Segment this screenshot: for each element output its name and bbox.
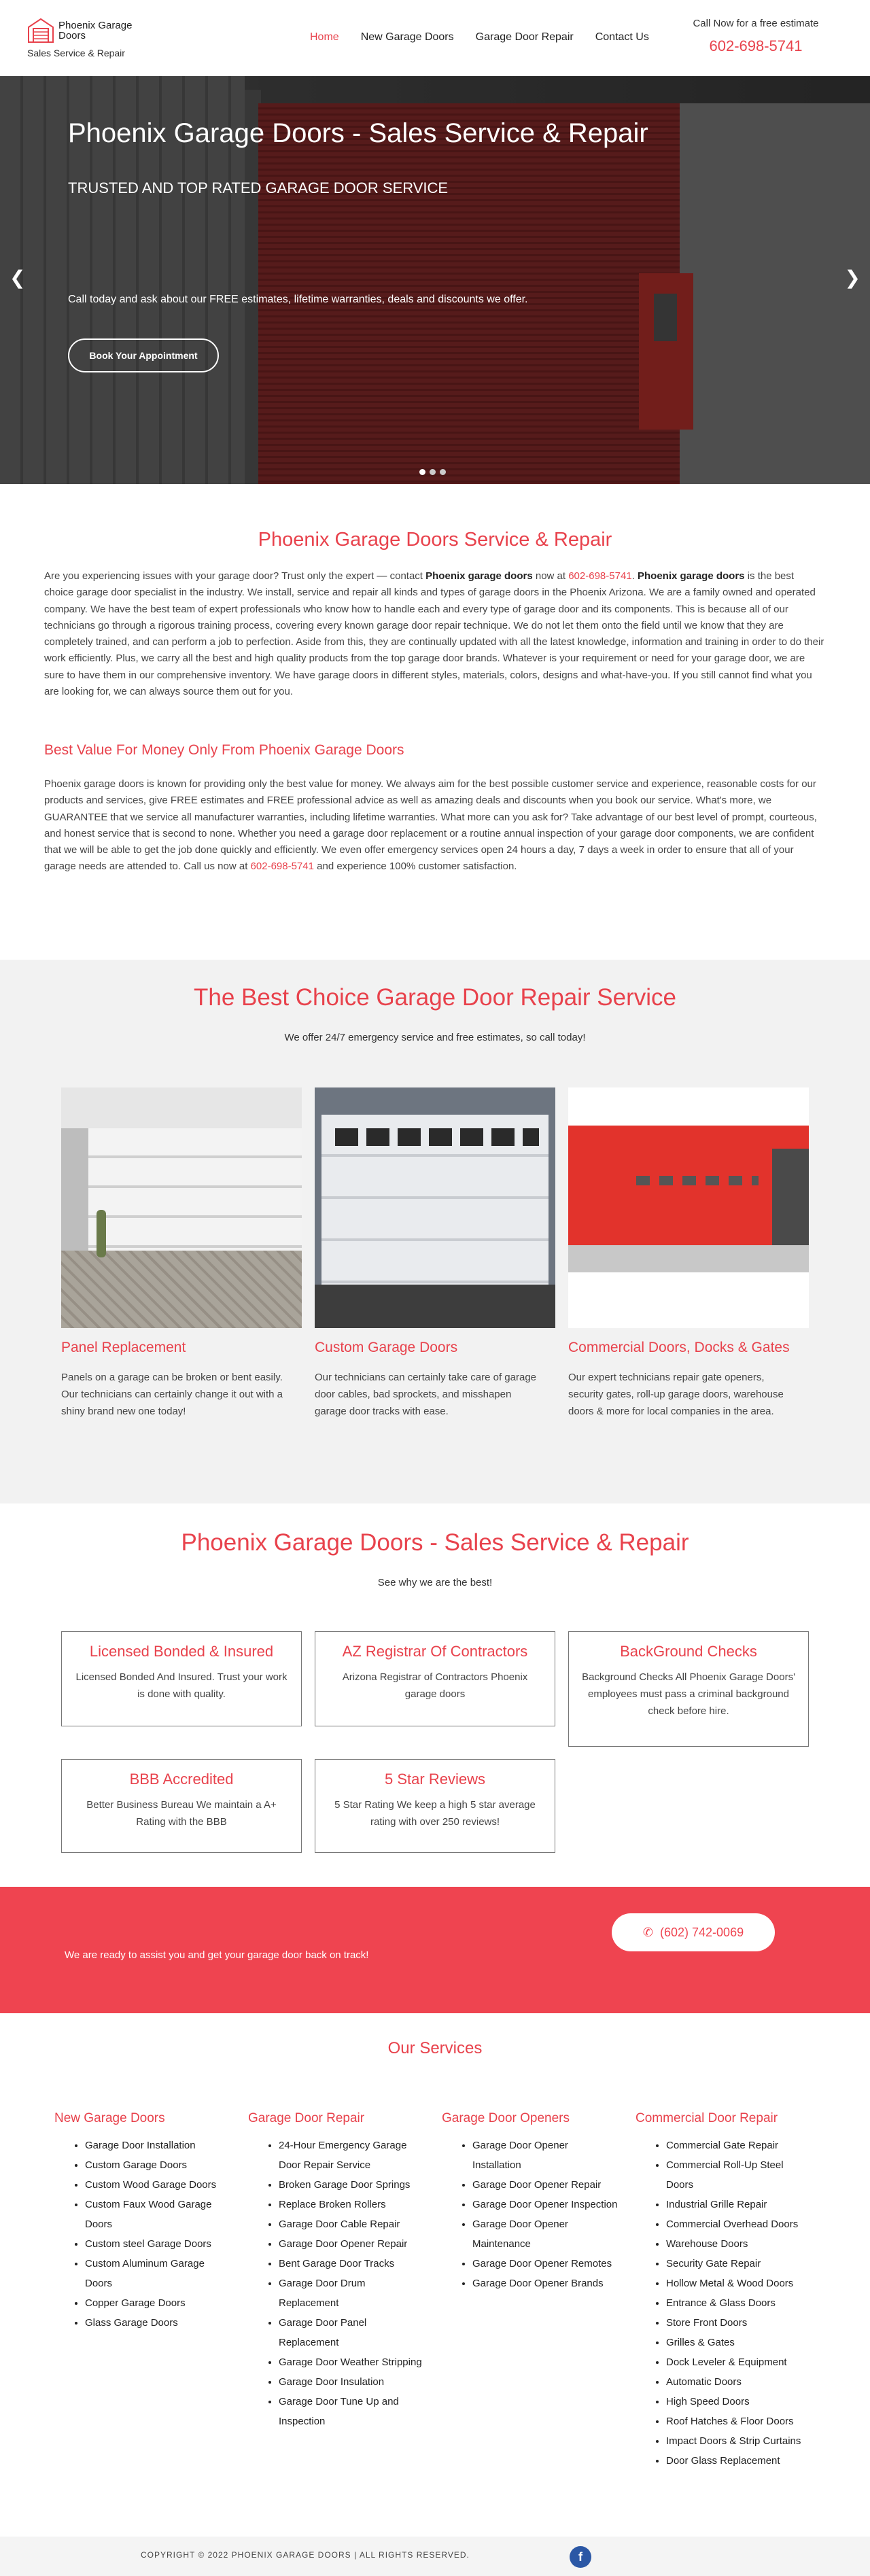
box-text: Better Business Bureau We maintain a A+ Rating with the BBB: [86, 1799, 277, 1828]
box-title: BackGround Checks: [620, 1643, 757, 1660]
header-call-block: [681, 18, 831, 55]
card-title: Panel Replacement: [61, 1340, 186, 1355]
service-item[interactable]: • Hollow Metal & Wood Doors: [666, 2274, 812, 2293]
slider-next-icon[interactable]: ❯: [844, 267, 860, 288]
nav-new-garage-doors[interactable]: New Garage Doors: [360, 31, 454, 43]
sales-subtitle: See why we are the best!: [377, 1577, 493, 1588]
services-column-heading: Garage Door Repair: [248, 2111, 365, 2125]
hero-description: Call today and ask about our FREE estimates, lifetime warranties, deals and discounts we offer.: [68, 294, 528, 305]
feature-box: [61, 1631, 302, 1726]
card-title: Custom Garage Doors: [315, 1340, 458, 1355]
service-item[interactable]: • Glass Garage Doors: [85, 2313, 231, 2333]
commercial-door-image: [568, 1087, 809, 1328]
card-text: Panels on a garage can be broken or bent easily. Our technicians can certainly change it out with a shiny brand new one today!: [61, 1372, 283, 1417]
service-item[interactable]: • Garage Door Opener Repair: [472, 2175, 619, 2195]
service-item[interactable]: • Garage Door Weather Stripping: [279, 2352, 425, 2372]
slider-dot[interactable]: [440, 469, 446, 475]
box-text: Arizona Registrar of Contractors Phoenix garage doors: [342, 1671, 528, 1700]
services-column: [636, 2111, 812, 2471]
service-item[interactable]: • Broken Garage Door Springs: [279, 2175, 425, 2195]
service-item[interactable]: • Custom steel Garage Doors: [85, 2234, 231, 2254]
feature-box: [61, 1759, 302, 1853]
value-title: Best Value For Money Only From Phoenix Garage Doors: [44, 742, 404, 758]
card-text: Our technicians can certainly take care of garage door cables, bad sprockets, and misshapen garage door tracks with ease.: [315, 1372, 537, 1417]
service-item[interactable]: • Custom Aluminum Garage Doors: [85, 2254, 231, 2293]
box-title: 5 Star Reviews: [385, 1771, 485, 1788]
service-item[interactable]: • Garage Door Opener Installation: [472, 2136, 619, 2175]
site-header: [0, 0, 870, 76]
nav-contact-us[interactable]: Contact Us: [595, 31, 649, 43]
nav-home[interactable]: Home: [310, 31, 339, 43]
value-phone-link[interactable]: 602-698-5741: [250, 860, 314, 873]
card-text: Our expert technicians repair gate openers, security gates, roll-up garage doors, warehouse doors & more for local companies in the area.: [568, 1372, 784, 1417]
feature-box: [315, 1759, 555, 1853]
header-phone-link[interactable]: 602-698-5741: [709, 37, 803, 54]
service-item[interactable]: • Garage Door Opener Brands: [472, 2274, 619, 2293]
service-item[interactable]: • Garage Door Opener Repair: [279, 2234, 425, 2254]
box-text: Background Checks All Phoenix Garage Doors' employees must pass a criminal background check before hire.: [582, 1671, 795, 1717]
intro-title: Phoenix Garage Doors Service & Repair: [258, 529, 612, 551]
service-item[interactable]: • Garage Door Panel Replacement: [279, 2313, 425, 2352]
service-item[interactable]: • Door Glass Replacement: [666, 2451, 812, 2471]
services-column: [442, 2111, 619, 2293]
service-item[interactable]: • Replace Broken Rollers: [279, 2195, 425, 2214]
book-appointment-button[interactable]: Book Your Appointment: [68, 338, 219, 372]
sales-title: Phoenix Garage Doors - Sales Service & Repair: [181, 1529, 689, 1556]
service-item[interactable]: • Dock Leveler & Equipment: [666, 2352, 812, 2372]
box-title: AZ Registrar Of Contractors: [342, 1643, 528, 1660]
logo[interactable]: [27, 18, 147, 43]
feature-box: [315, 1631, 555, 1726]
best-choice-title: The Best Choice Garage Door Repair Service: [193, 984, 677, 1011]
service-item[interactable]: • Garage Door Cable Repair: [279, 2214, 425, 2234]
phone-icon: ✆: [642, 1926, 653, 1939]
service-card: [61, 1087, 302, 1420]
cta-call-button[interactable]: [612, 1913, 775, 1951]
service-item[interactable]: • Garage Door Installation: [85, 2136, 231, 2155]
service-item[interactable]: • Impact Doors & Strip Curtains: [666, 2431, 812, 2451]
service-item[interactable]: • High Speed Doors: [666, 2392, 812, 2412]
service-card: [568, 1087, 809, 1420]
service-item[interactable]: • Custom Garage Doors: [85, 2155, 231, 2175]
box-text: Licensed Bonded And Insured. Trust your work is done with quality.: [75, 1671, 288, 1700]
service-item[interactable]: • Security Gate Repair: [666, 2254, 812, 2274]
cta-phone: (602) 742-0069: [660, 1926, 744, 1939]
service-card: [315, 1087, 555, 1420]
copyright-text: COPYRIGHT © 2022 PHOENIX GARAGE DOORS | ALL RIGHTS RESERVED.: [141, 2550, 470, 2560]
slider-dots: [419, 469, 450, 475]
card-title: Commercial Doors, Docks & Gates: [568, 1340, 790, 1355]
service-item[interactable]: • Garage Door Opener Remotes: [472, 2254, 619, 2274]
service-item[interactable]: • Copper Garage Doors: [85, 2293, 231, 2313]
logo-name: Phoenix Garage Doors: [58, 20, 133, 41]
services-column-heading: Commercial Door Repair: [636, 2111, 778, 2125]
service-item[interactable]: • Grilles & Gates: [666, 2333, 812, 2352]
services-list: [636, 2136, 812, 2471]
box-title: Licensed Bonded & Insured: [89, 1643, 274, 1660]
panel-door-image: [61, 1087, 302, 1328]
garage-logo-icon: [27, 18, 54, 43]
service-item[interactable]: • Garage Door Drum Replacement: [279, 2274, 425, 2313]
facebook-icon[interactable]: f: [570, 2546, 591, 2568]
service-item[interactable]: • Industrial Grille Repair: [666, 2195, 812, 2214]
best-choice-subtitle: We offer 24/7 emergency service and free estimates, so call today!: [284, 1032, 586, 1043]
custom-door-image: [315, 1087, 555, 1328]
service-item[interactable]: • Custom Faux Wood Garage Doors: [85, 2195, 231, 2234]
services-list: [54, 2136, 231, 2333]
hero-subtitle: TRUSTED AND TOP RATED GARAGE DOOR SERVICE: [68, 179, 449, 196]
slider-dot[interactable]: [430, 469, 436, 475]
services-column: [248, 2111, 425, 2431]
services-column-heading: New Garage Doors: [54, 2111, 165, 2125]
service-item[interactable]: • Garage Door Insulation: [279, 2372, 425, 2392]
services-title: Our Services: [387, 2039, 483, 2057]
services-column: [54, 2111, 231, 2333]
service-item[interactable]: • Warehouse Doors: [666, 2234, 812, 2254]
nav-garage-door-repair[interactable]: Garage Door Repair: [475, 31, 574, 43]
service-item[interactable]: • Entrance & Glass Doors: [666, 2293, 812, 2313]
feature-box: [568, 1631, 809, 1747]
cta-text: We are ready to assist you and get your garage door back on track!: [65, 1949, 369, 1961]
service-item[interactable]: • Commercial Gate Repair: [666, 2136, 812, 2155]
service-item[interactable]: • Commercial Roll-Up Steel Doors: [666, 2155, 812, 2195]
value-paragraph: Phoenix garage doors is known for providing only the best value for money. We always aim for the best possible customer service and experience, reasonable costs for our products and services, give FREE estimates and FREE professional advice as well as amazing deals and discounts when you book our service. What's more, we GUARANTEE that we service all manufacturer warranties, including lifetime warranties. What more can you ask for? Take advantage of our best level of prompt, courteous, and honest service that is second to none. Whether you need a garage door replacement or a routine annual inspection of your garage door components, we are confident that we will be able to get the job done quickly and efficiently. We even offer emergency services open 24 hours a day, 7 days a week in order to ensure that all of your garage needs are attended to. Call us now at 602-698-5741 and experience 100% customer satisfaction.: [44, 778, 817, 873]
call-label: Call Now for a free estimate: [693, 18, 819, 29]
service-item[interactable]: • Garage Door Opener Inspection: [472, 2195, 619, 2214]
slider-prev-icon[interactable]: ❮: [10, 267, 26, 288]
intro-phone-link[interactable]: 602-698-5741: [568, 570, 632, 582]
box-text: 5 Star Rating We keep a high 5 star average rating with over 250 reviews!: [334, 1799, 536, 1828]
service-item[interactable]: • Garage Door Opener Maintenance: [472, 2214, 619, 2254]
service-item[interactable]: • Custom Wood Garage Doors: [85, 2175, 231, 2195]
hero-title: Phoenix Garage Doors - Sales Service & Repair: [68, 118, 648, 148]
service-item[interactable]: • Store Front Doors: [666, 2313, 812, 2333]
service-item[interactable]: • Bent Garage Door Tracks: [279, 2254, 425, 2274]
service-item[interactable]: • Garage Door Tune Up and Inspection: [279, 2392, 425, 2431]
intro-paragraph: Are you experiencing issues with your garage door? Trust only the expert — contact Phoenix garage doors now at 602-698-5741. Phoenix garage doors is the best choice garage door specialist in the industry. We install, service and repair all kinds and types of garage doors in the Phoenix Arizona. We are a family owned and operated company. We have the best team of expert professionals who know how to handle each and every type of garage door and its components. This is because all of our technicians go through a rigorous training process, covering every known garage door repair technique. We do not let them onto the field until we know that they are completely trained, and can perform a job to perfection. Aside from this, they are continually updated with all the latest knowledge, information and training in order to do their work efficiently. Plus, we carry all the best and high quality products from the top garage door brands. Whatever is your requirement or need for your garage door, we are sure to have them in our comprehensive inventory. We have garage doors in different styles, materials, colors, designs and what-have-you. If you still cannot find what you are looking for, we can always source them out for you.: [44, 570, 824, 698]
service-item[interactable]: • 24-Hour Emergency Garage Door Repair Service: [279, 2136, 425, 2175]
services-column-heading: Garage Door Openers: [442, 2111, 570, 2125]
service-item[interactable]: • Roof Hatches & Floor Doors: [666, 2412, 812, 2431]
main-nav: [310, 31, 671, 43]
service-item[interactable]: • Automatic Doors: [666, 2372, 812, 2392]
service-item[interactable]: • Commercial Overhead Doors: [666, 2214, 812, 2234]
logo-tagline: Sales Service & Repair: [27, 48, 125, 58]
slider-dot[interactable]: [419, 469, 425, 475]
services-list: [248, 2136, 425, 2431]
box-title: BBB Accredited: [129, 1771, 234, 1788]
services-list: [442, 2136, 619, 2293]
